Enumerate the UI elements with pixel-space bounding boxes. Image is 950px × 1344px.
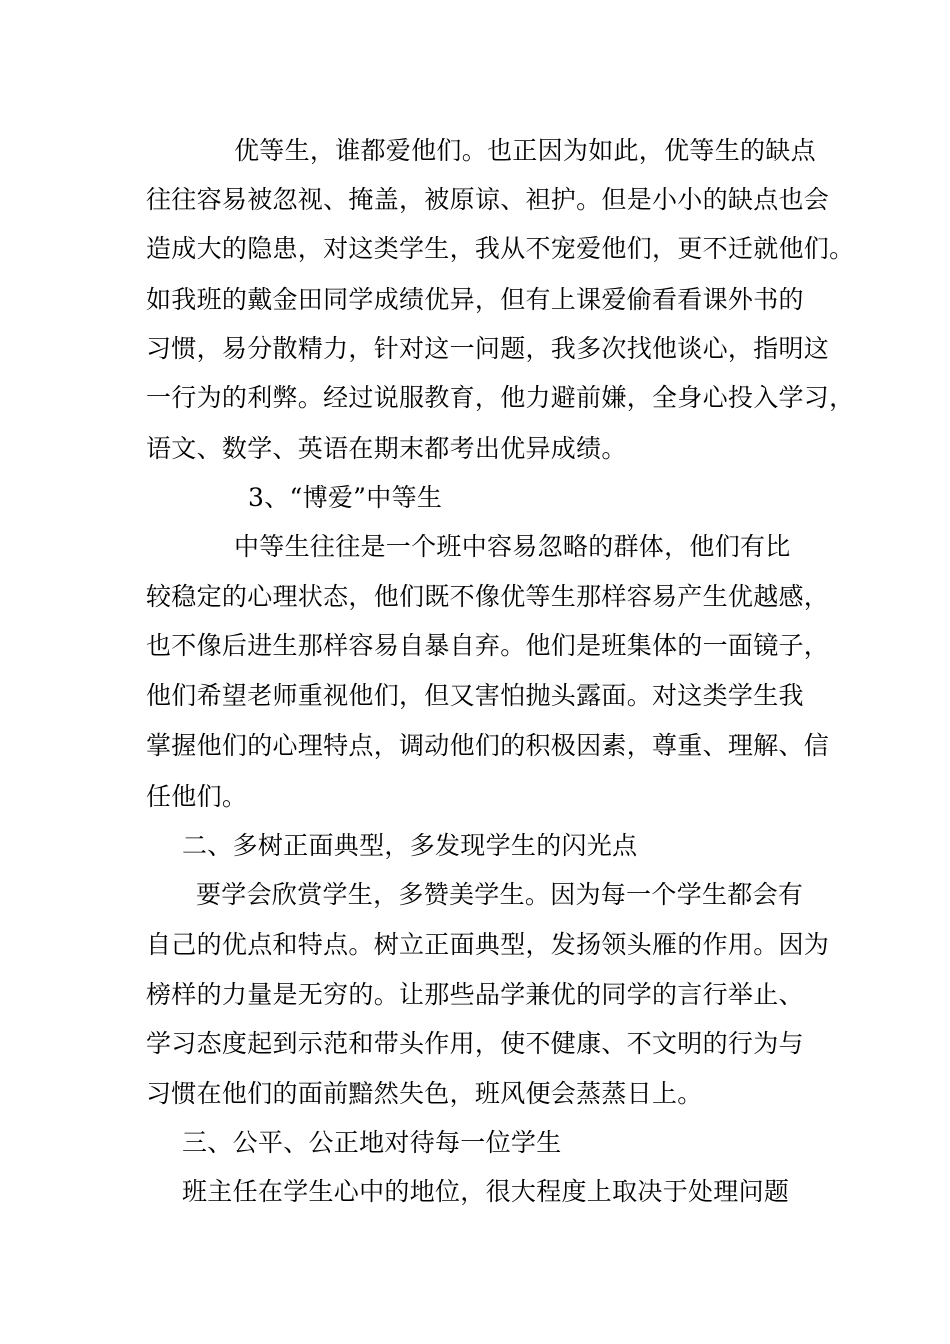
paragraph-line: 任他们。: [146, 782, 248, 811]
subsection-heading: 3、“博爱”中等生: [248, 483, 443, 512]
section-heading: 二、多树正面典型，多发现学生的闪光点: [182, 831, 638, 860]
paragraph-line: 造成大的隐患，对这类学生，我从不宠爱他们，更不迁就他们。: [146, 234, 855, 263]
section-heading: 三、公平、公正地对待每一位学生: [182, 1128, 562, 1157]
paragraph-line: 自己的优点和特点。树立正面典型，发扬领头雁的作用。因为: [146, 930, 830, 959]
paragraph-line: 也不像后进生那样容易自暴自弃。他们是班集体的一面镜子，: [146, 631, 830, 660]
paragraph-line: 往往容易被忽视、掩盖，被原谅、袒护。但是小小的缺点也会: [146, 185, 830, 214]
paragraph-line: 习惯，易分散精力，针对这一问题，我多次找他谈心，指明这: [146, 334, 830, 363]
paragraph-line: 榜样的力量是无穷的。让那些品学兼优的同学的言行举止、: [146, 980, 804, 1009]
paragraph-line: 较稳定的心理状态，他们既不像优等生那样容易产生优越感，: [146, 582, 830, 611]
paragraph-line: 他们希望老师重视他们，但又害怕抛头露面。对这类学生我: [146, 681, 804, 710]
paragraph-line: 掌握他们的心理特点，调动他们的积极因素，尊重、理解、信: [146, 731, 830, 760]
paragraph-line: 中等生往往是一个班中容易忽略的群体，他们有比: [234, 532, 791, 561]
paragraph-line: 语文、数学、英语在期末都考出优异成绩。: [146, 434, 627, 463]
paragraph-line: 一行为的利弊。经过说服教育，他力避前嫌，全身心投入学习，: [146, 383, 855, 412]
paragraph-line: 要学会欣赏学生，多赞美学生。因为每一个学生都会有: [196, 880, 804, 909]
paragraph-line: 班主任在学生心中的地位，很大程度上取决于处理问题: [182, 1177, 790, 1206]
paragraph-line: 如我班的戴金田同学成绩优异，但有上课爱偷看看课外书的: [146, 285, 804, 314]
paragraph-line: 优等生，谁都爱他们。也正因为如此，优等生的缺点: [234, 136, 816, 165]
paragraph-line: 习惯在他们的面前黯然失色，班风便会蒸蒸日上。: [146, 1079, 703, 1108]
paragraph-line: 学习态度起到示范和带头作用，使不健康、不文明的行为与: [146, 1029, 804, 1058]
